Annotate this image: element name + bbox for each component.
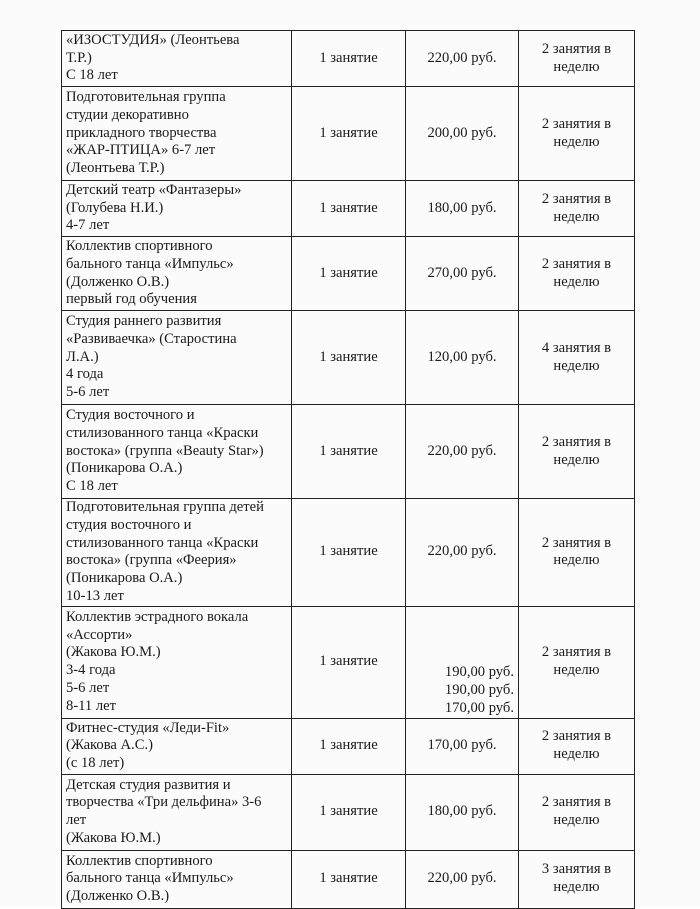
price-text: 170,00 руб. — [427, 737, 497, 754]
cell-price — [406, 718, 519, 774]
program-name-line: Подготовительная группа — [66, 89, 226, 105]
program-name-line: 4-7 лет — [66, 217, 110, 234]
program-name-line: студия восточного и — [66, 516, 192, 533]
price-table-body — [62, 31, 635, 909]
cell-unit — [292, 850, 406, 908]
table-row — [62, 31, 635, 87]
cell-frequency — [519, 718, 635, 774]
price-table — [61, 30, 635, 909]
price-text: 270,00 руб. — [427, 264, 497, 281]
program-name-line: Коллектив эстрадного вокала — [66, 608, 249, 625]
table-row — [62, 87, 635, 181]
price-text: 220,00 руб. — [427, 49, 497, 66]
cell-frequency — [519, 31, 635, 87]
unit-text: 1 занятие — [319, 870, 378, 887]
cell-program-name — [62, 850, 292, 908]
program-name-line: 4 года — [66, 366, 104, 383]
program-name-line: Коллектив спортивного — [66, 852, 213, 869]
cell-unit — [292, 499, 406, 607]
program-name-line: (Жакова Ю.М.) — [66, 644, 161, 661]
program-name-line: (Голубева Н.И.) — [66, 199, 164, 216]
price-text: 190,00 руб. — [444, 664, 514, 681]
program-name-line: (Долженко О.В.) — [66, 888, 170, 905]
unit-text: 1 занятие — [319, 737, 378, 754]
program-name-line: 5-6 лет — [66, 384, 110, 401]
table-row — [62, 606, 635, 718]
cell-frequency — [519, 311, 635, 405]
cell-price — [406, 850, 519, 908]
frequency-text: 2 занятия в — [541, 190, 612, 207]
frequency-text: 2 занятия в — [541, 534, 612, 551]
cell-unit — [292, 774, 406, 850]
cell-program-name — [62, 31, 292, 87]
unit-text: 1 занятие — [319, 348, 378, 365]
frequency-text: неделю — [553, 662, 600, 679]
table-row — [62, 718, 635, 774]
price-text: 170,00 руб. — [444, 699, 514, 716]
unit-text: 1 занятие — [319, 803, 378, 820]
frequency-text: 2 занятия в — [541, 794, 612, 811]
cell-frequency — [519, 87, 635, 181]
price-text: 220,00 руб. — [427, 543, 497, 560]
cell-unit — [292, 181, 406, 237]
cell-price — [406, 606, 519, 718]
frequency-text: 4 занятия в — [541, 339, 612, 356]
program-name-line: С 18 лет — [66, 478, 118, 495]
cell-price — [406, 237, 519, 311]
frequency-text: неделю — [553, 451, 600, 468]
program-name-line: (Поникарова О.А.) — [66, 570, 183, 587]
cell-unit — [292, 237, 406, 311]
program-name-line: бального танца «Импульс» — [66, 870, 234, 887]
price-text: 200,00 руб. — [427, 124, 497, 141]
cell-program-name — [62, 311, 292, 405]
cell-unit — [292, 718, 406, 774]
cell-program-name — [62, 405, 292, 499]
frequency-text: неделю — [553, 273, 600, 290]
unit-text: 1 занятие — [319, 199, 378, 216]
program-name-line: первый год обучения — [66, 291, 197, 308]
frequency-text: неделю — [553, 812, 600, 829]
cell-frequency — [519, 237, 635, 311]
frequency-text: неделю — [553, 58, 600, 75]
program-name-line: «Развиваечка» (Старостина — [66, 330, 237, 347]
cell-program-name — [62, 87, 292, 181]
cell-price — [406, 181, 519, 237]
program-name-line: Студия восточного и — [66, 407, 195, 423]
program-name-line: С 18 лет — [66, 67, 118, 84]
program-name-line: «ИЗОСТУДИЯ» (Леонтьева — [66, 31, 240, 48]
frequency-text: неделю — [553, 746, 600, 763]
cell-program-name — [62, 718, 292, 774]
program-name-line: лет — [66, 812, 87, 829]
frequency-text: 2 занятия в — [541, 728, 612, 745]
cell-program-name — [62, 499, 292, 607]
table-row — [62, 405, 635, 499]
program-name-line: стилизованного танца «Краски — [66, 424, 259, 441]
frequency-text: 2 занятия в — [541, 644, 612, 661]
program-name-line: «ЖАР-ПТИЦА» 6-7 лет — [66, 142, 216, 159]
program-name-line: Фитнес-студия «Леди-Fit» — [66, 719, 230, 736]
program-name-line: Детский театр «Фантазеры» — [66, 181, 242, 198]
program-name-line: Студия раннего развития — [66, 313, 222, 329]
frequency-text: неделю — [553, 879, 600, 896]
price-text: 220,00 руб. — [427, 442, 497, 459]
frequency-text: неделю — [553, 552, 600, 569]
cell-program-name — [62, 237, 292, 311]
unit-text: 1 занятие — [319, 124, 378, 141]
table-row — [62, 237, 635, 311]
cell-unit — [292, 606, 406, 718]
program-name-line: (Долженко О.В.) — [66, 273, 170, 290]
cell-unit — [292, 405, 406, 499]
cell-frequency — [519, 606, 635, 718]
program-name-line: Т.Р.) — [66, 49, 92, 66]
cell-frequency — [519, 405, 635, 499]
program-name-line: (Жакова А.С.) — [66, 737, 153, 754]
program-name-line: Л.А.) — [66, 348, 99, 365]
program-name-line: востока» (группа «Феерия» — [66, 552, 237, 569]
frequency-text: неделю — [553, 357, 600, 374]
program-name-line: (Поникарова О.А.) — [66, 460, 183, 477]
cell-price — [406, 405, 519, 499]
cell-frequency — [519, 181, 635, 237]
unit-text: 1 занятие — [319, 264, 378, 281]
program-name-line: востока» (группа «Beauty Star») — [66, 442, 264, 459]
program-name-line: 10-13 лет — [66, 587, 124, 604]
unit-text: 1 занятие — [319, 653, 378, 670]
price-text: 220,00 руб. — [427, 870, 497, 887]
program-name-line: Детская студия развития и — [66, 776, 231, 793]
price-text: 190,00 руб. — [444, 682, 514, 699]
cell-price — [406, 87, 519, 181]
program-name-line: прикладного творчества — [66, 124, 217, 141]
frequency-text: 2 занятия в — [541, 40, 612, 57]
program-name-line: 3-4 года — [66, 662, 116, 679]
frequency-text: 2 занятия в — [541, 433, 612, 450]
program-name-line: «Ассорти» — [66, 626, 133, 643]
cell-unit — [292, 311, 406, 405]
frequency-text: неделю — [553, 133, 600, 150]
cell-unit — [292, 31, 406, 87]
program-name-line: (Леонтьева Т.Р.) — [66, 160, 165, 177]
unit-text: 1 занятие — [319, 49, 378, 66]
cell-price — [406, 499, 519, 607]
cell-price — [406, 774, 519, 850]
program-name-line: Коллектив спортивного — [66, 237, 213, 254]
program-name-line: Подготовительная группа детей — [66, 499, 264, 515]
program-name-line: 8-11 лет — [66, 697, 116, 714]
cell-program-name — [62, 606, 292, 718]
program-name-line: бального танца «Импульс» — [66, 255, 234, 272]
table-row — [62, 850, 635, 908]
program-name-line: (с 18 лет) — [66, 755, 125, 772]
price-text: 180,00 руб. — [427, 803, 497, 820]
program-name-line: стилизованного танца «Краски — [66, 534, 259, 551]
frequency-text: неделю — [553, 208, 600, 225]
frequency-text: 2 занятия в — [541, 115, 612, 132]
price-text: 120,00 руб. — [427, 348, 497, 365]
program-name-line: 5-6 лет — [66, 680, 110, 697]
unit-text: 1 занятие — [319, 543, 378, 560]
table-row — [62, 499, 635, 607]
cell-frequency — [519, 774, 635, 850]
cell-program-name — [62, 181, 292, 237]
cell-price — [406, 311, 519, 405]
cell-frequency — [519, 499, 635, 607]
cell-unit — [292, 87, 406, 181]
unit-text: 1 занятие — [319, 442, 378, 459]
table-row — [62, 181, 635, 237]
program-name-line: творчества «Три дельфина» 3-6 — [66, 794, 262, 811]
table-row — [62, 311, 635, 405]
program-name-line: студии декоративно — [66, 106, 189, 123]
price-text: 180,00 руб. — [427, 199, 497, 216]
frequency-text: 2 занятия в — [541, 255, 612, 272]
frequency-text: 3 занятия в — [541, 861, 612, 878]
table-row — [62, 774, 635, 850]
cell-frequency — [519, 850, 635, 908]
program-name-line: (Жакова Ю.М.) — [66, 830, 161, 847]
cell-program-name — [62, 774, 292, 850]
cell-price — [406, 31, 519, 87]
